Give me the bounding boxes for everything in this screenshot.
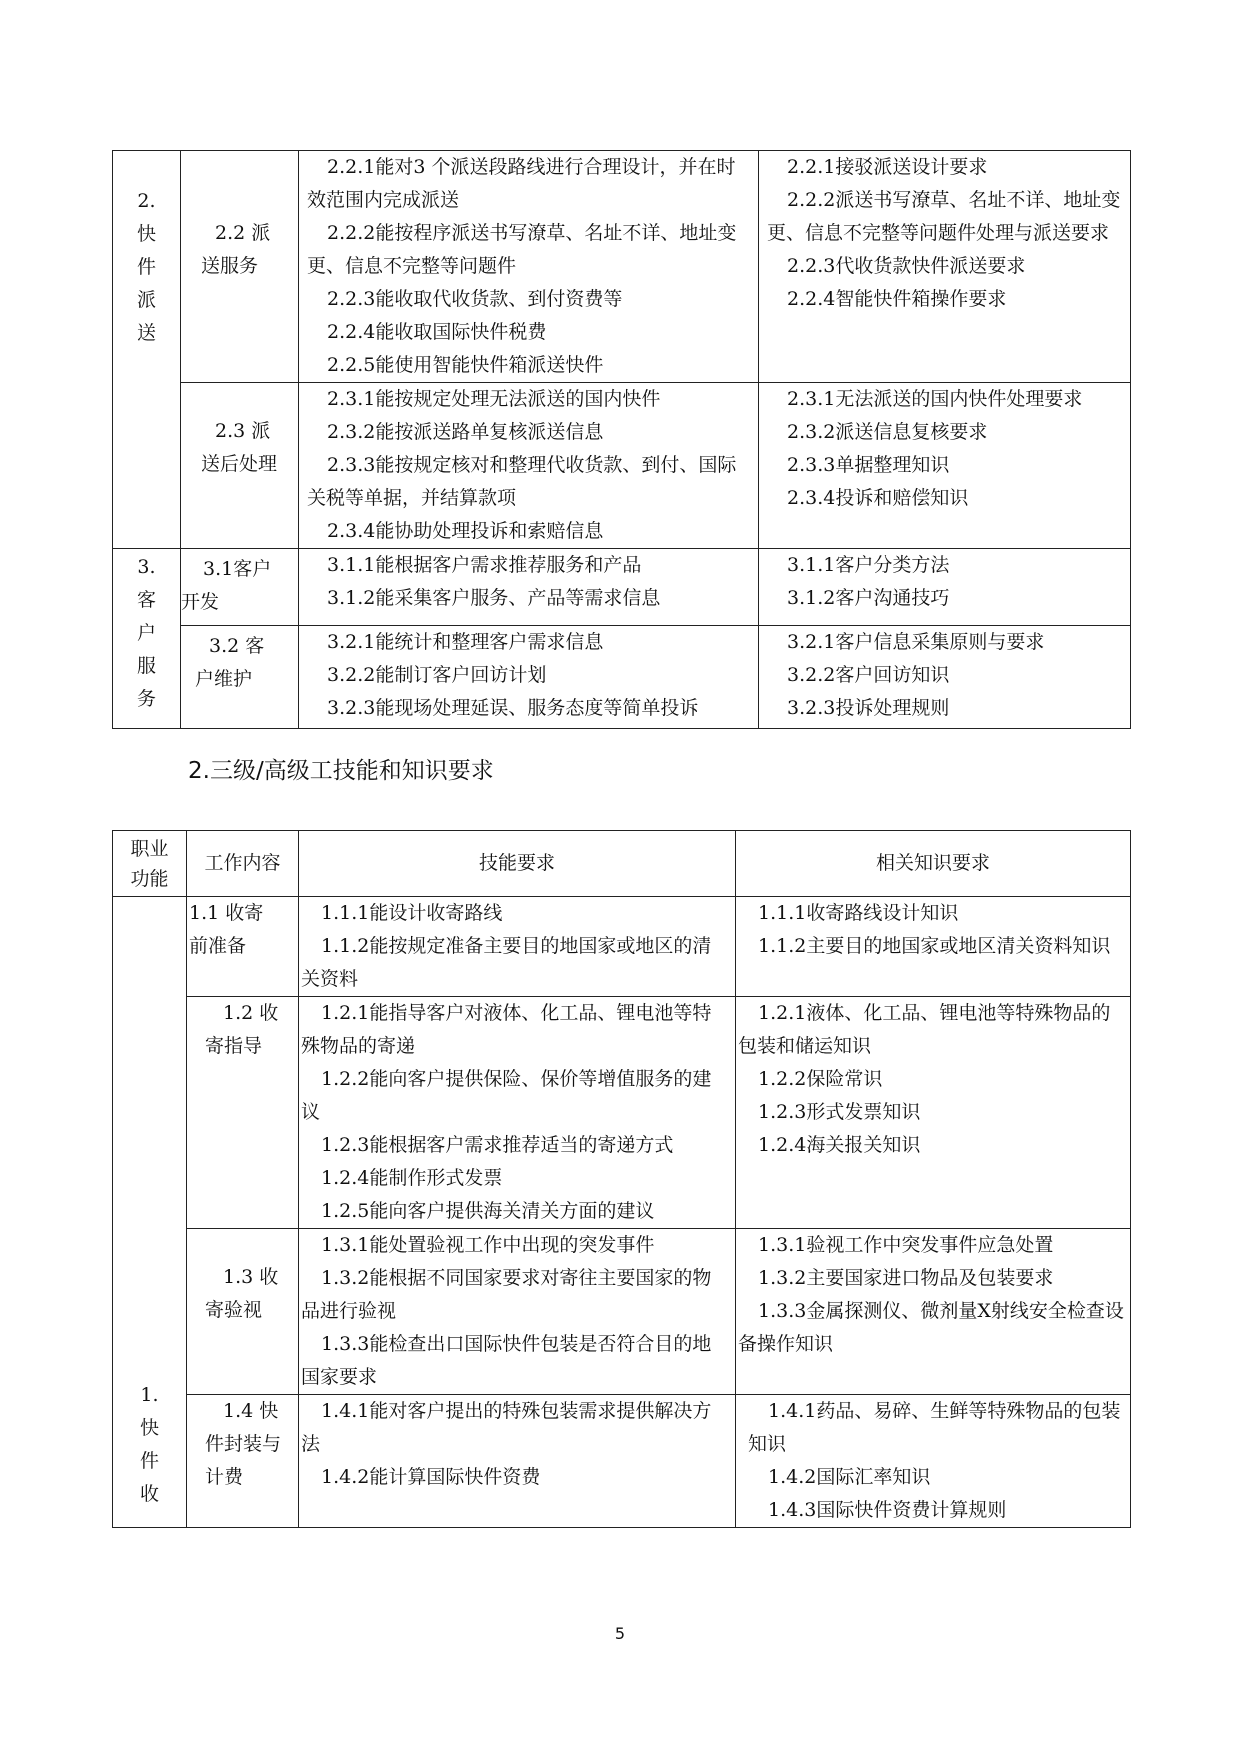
function-text: 户 xyxy=(136,622,156,644)
table-row xyxy=(113,1395,1131,1528)
knowledge-item: 1.2.1液体、化工品、锂电池等特殊物品的包装和储运知识 xyxy=(738,1002,1111,1057)
knowledge-item: 2.3.3单据整理知识 xyxy=(787,454,950,476)
knowledge-item: 3.1.1客户分类方法 xyxy=(787,554,950,576)
knowledge-item: 1.1.2主要目的地国家或地区清关资料知识 xyxy=(758,935,1111,957)
knowledge-item: 1.3.2主要国家进口物品及包装要求 xyxy=(758,1267,1054,1289)
content-text: 前准备 xyxy=(189,935,247,957)
content-text: 1.2 收 xyxy=(223,1002,279,1024)
knowledge-item: 2.2.2派送书写潦草、名址不详、地址变更、信息不完整等问题件处理与派送要求 xyxy=(767,189,1121,244)
content-cell xyxy=(187,897,299,997)
skill-item: 1.1.2能按规定准备主要目的地国家或地区的清关资料 xyxy=(301,935,712,990)
knowledge-cell xyxy=(759,549,1131,626)
skill-item: 1.3.3能检查出口国际快件包装是否符合目的地国家要求 xyxy=(301,1333,712,1388)
content-cell xyxy=(181,151,299,383)
content-cell xyxy=(181,549,299,626)
table-row xyxy=(113,151,1131,383)
skill-item: 1.2.4能制作形式发票 xyxy=(321,1167,503,1189)
content-cell xyxy=(181,626,299,729)
knowledge-item: 3.2.3投诉处理规则 xyxy=(787,697,950,719)
function-text: 件 xyxy=(139,1450,159,1472)
content-text: 寄验视 xyxy=(205,1299,263,1321)
content-text: 件封装与 xyxy=(205,1433,282,1455)
table-row xyxy=(113,1229,1131,1395)
skills-cell xyxy=(299,549,759,626)
knowledge-item: 1.2.4海关报关知识 xyxy=(758,1134,921,1156)
skill-item: 1.2.5能向客户提供海关清关方面的建议 xyxy=(321,1200,655,1222)
skill-item: 1.4.2能计算国际快件资费 xyxy=(321,1466,541,1488)
skill-item: 2.2.1能对3 个派送段路线进行合理设计，并在时效范围内完成派送 xyxy=(307,156,736,211)
knowledge-item: 1.3.3金属探测仪、微剂量X射线安全检查设备操作知识 xyxy=(738,1300,1124,1355)
knowledge-item: 3.1.2客户沟通技巧 xyxy=(787,587,950,609)
skills-table-level3 xyxy=(112,830,1131,1528)
table-row xyxy=(113,897,1131,997)
knowledge-cell xyxy=(759,383,1131,549)
function-text: 客 xyxy=(136,589,156,611)
content-cell xyxy=(187,1395,299,1528)
skill-item: 2.3.4能协助处理投诉和索赔信息 xyxy=(327,520,604,542)
knowledge-item: 1.1.1收寄路线设计知识 xyxy=(758,902,959,924)
header-content: 工作内容 xyxy=(187,831,299,897)
knowledge-item: 2.2.3代收货款快件派送要求 xyxy=(787,255,1026,277)
skill-item: 1.2.3能根据客户需求推荐适当的寄递方式 xyxy=(321,1134,674,1156)
header-text: 功能 xyxy=(130,867,169,890)
content-text: 1.4 快 xyxy=(223,1400,279,1422)
function-text: 快 xyxy=(139,1417,159,1439)
content-text: 寄指导 xyxy=(205,1035,263,1057)
skill-item: 2.2.4能收取国际快件税费 xyxy=(327,321,547,343)
content-cell xyxy=(181,383,299,549)
skill-item: 1.2.1能指导客户对液体、化工品、锂电池等特殊物品的寄递 xyxy=(301,1002,712,1057)
skills-cell xyxy=(299,626,759,729)
function-text: 务 xyxy=(136,688,156,710)
content-text: 3.2 客 xyxy=(209,635,265,657)
skill-item: 3.1.2能采集客户服务、产品等需求信息 xyxy=(327,587,661,609)
content-text: 2.3 派 xyxy=(215,420,271,442)
header-knowledge: 相关知识要求 xyxy=(736,831,1131,897)
knowledge-item: 2.3.4投诉和赔偿知识 xyxy=(787,487,969,509)
skill-item: 1.3.2能根据不同国家要求对寄往主要国家的物品进行验视 xyxy=(301,1267,712,1322)
knowledge-item: 2.3.2派送信息复核要求 xyxy=(787,421,988,443)
content-text: 1.3 收 xyxy=(223,1266,279,1288)
knowledge-cell xyxy=(736,1229,1131,1395)
skill-item: 1.1.1能设计收寄路线 xyxy=(321,902,503,924)
content-text: 3.1客户 xyxy=(203,558,272,580)
knowledge-item: 1.4.2国际汇率知识 xyxy=(768,1466,931,1488)
skills-cell xyxy=(299,997,736,1229)
knowledge-cell xyxy=(736,897,1131,997)
header-function xyxy=(113,831,187,897)
content-text: 1.1 收寄 xyxy=(189,902,264,924)
content-cell xyxy=(187,997,299,1229)
skills-cell xyxy=(299,1229,736,1395)
knowledge-item: 1.3.1验视工作中突发事件应急处置 xyxy=(758,1234,1054,1256)
content-cell xyxy=(187,1229,299,1395)
header-text: 职业 xyxy=(130,837,169,860)
skill-item: 2.2.5能使用智能快件箱派送快件 xyxy=(327,354,604,376)
function-text: 送 xyxy=(136,322,156,344)
function-text: 快 xyxy=(136,223,156,245)
skill-item: 2.3.3能按规定核对和整理代收货款、到付、国际关税等单据，并结算款项 xyxy=(307,454,737,509)
knowledge-item: 1.4.1药品、易碎、生鲜等特殊物品的包装知识 xyxy=(748,1400,1121,1455)
function-text: 派 xyxy=(136,289,156,311)
skill-item: 2.3.1能按规定处理无法派送的国内快件 xyxy=(327,388,661,410)
knowledge-item: 2.2.1接驳派送设计要求 xyxy=(787,156,988,178)
table-row xyxy=(113,997,1131,1229)
content-text: 送后处理 xyxy=(201,453,278,475)
function-text: 服 xyxy=(136,655,156,677)
knowledge-cell xyxy=(736,997,1131,1229)
function-text: 收 xyxy=(139,1483,159,1505)
skill-item: 1.2.2能向客户提供保险、保价等增值服务的建议 xyxy=(301,1068,712,1123)
function-cell-3 xyxy=(113,549,181,729)
function-text: 件 xyxy=(136,256,156,278)
knowledge-item: 1.4.3国际快件资费计算规则 xyxy=(768,1499,1007,1521)
table-header-row xyxy=(113,831,1131,897)
knowledge-item: 2.2.4智能快件箱操作要求 xyxy=(787,288,1007,310)
skill-item: 2.3.2能按派送路单复核派送信息 xyxy=(327,421,604,443)
knowledge-item: 1.2.2保险常识 xyxy=(758,1068,883,1090)
skill-item: 3.2.2能制订客户回访计划 xyxy=(327,664,547,686)
knowledge-item: 2.3.1无法派送的国内快件处理要求 xyxy=(787,388,1083,410)
header-skills: 技能要求 xyxy=(299,831,736,897)
skill-item: 1.3.1能处置验视工作中出现的突发事件 xyxy=(321,1234,655,1256)
knowledge-item: 1.2.3形式发票知识 xyxy=(758,1101,921,1123)
skill-item: 3.2.1能统计和整理客户需求信息 xyxy=(327,631,604,653)
knowledge-cell xyxy=(759,626,1131,729)
table-row xyxy=(113,383,1131,549)
content-text: 户维护 xyxy=(195,668,253,690)
content-text: 开发 xyxy=(181,591,220,613)
page-number: 5 xyxy=(614,1624,626,1643)
table-row xyxy=(113,549,1131,626)
skills-cell xyxy=(299,897,736,997)
knowledge-item: 3.2.1客户信息采集原则与要求 xyxy=(787,631,1045,653)
function-text: 1. xyxy=(140,1384,159,1406)
function-text: 3. xyxy=(137,556,156,578)
content-text: 2.2 派 xyxy=(215,222,271,244)
skill-item: 3.2.3能现场处理延误、服务态度等简单投诉 xyxy=(327,697,699,719)
knowledge-item: 3.2.2客户回访知识 xyxy=(787,664,950,686)
skill-item: 2.2.3能收取代收货款、到付资费等 xyxy=(327,288,623,310)
skills-cell xyxy=(299,1395,736,1528)
skills-table-continued xyxy=(112,150,1131,729)
skill-item: 2.2.2能按程序派送书写潦草、名址不详、地址变更、信息不完整等问题件 xyxy=(307,222,737,277)
table-row xyxy=(113,626,1131,729)
section-title: 2.三级/高级工技能和知识要求 xyxy=(188,758,494,784)
knowledge-cell xyxy=(759,151,1131,383)
skills-cell xyxy=(299,383,759,549)
function-text: 2. xyxy=(137,190,156,212)
skill-item: 1.4.1能对客户提出的特殊包装需求提供解决方法 xyxy=(301,1400,712,1455)
content-text: 送服务 xyxy=(201,255,259,277)
skills-cell xyxy=(299,151,759,383)
skill-item: 3.1.1能根据客户需求推荐服务和产品 xyxy=(327,554,642,576)
knowledge-cell xyxy=(736,1395,1131,1528)
function-cell-1 xyxy=(113,897,187,1528)
content-text: 计费 xyxy=(205,1466,244,1488)
function-cell-2 xyxy=(113,151,181,549)
